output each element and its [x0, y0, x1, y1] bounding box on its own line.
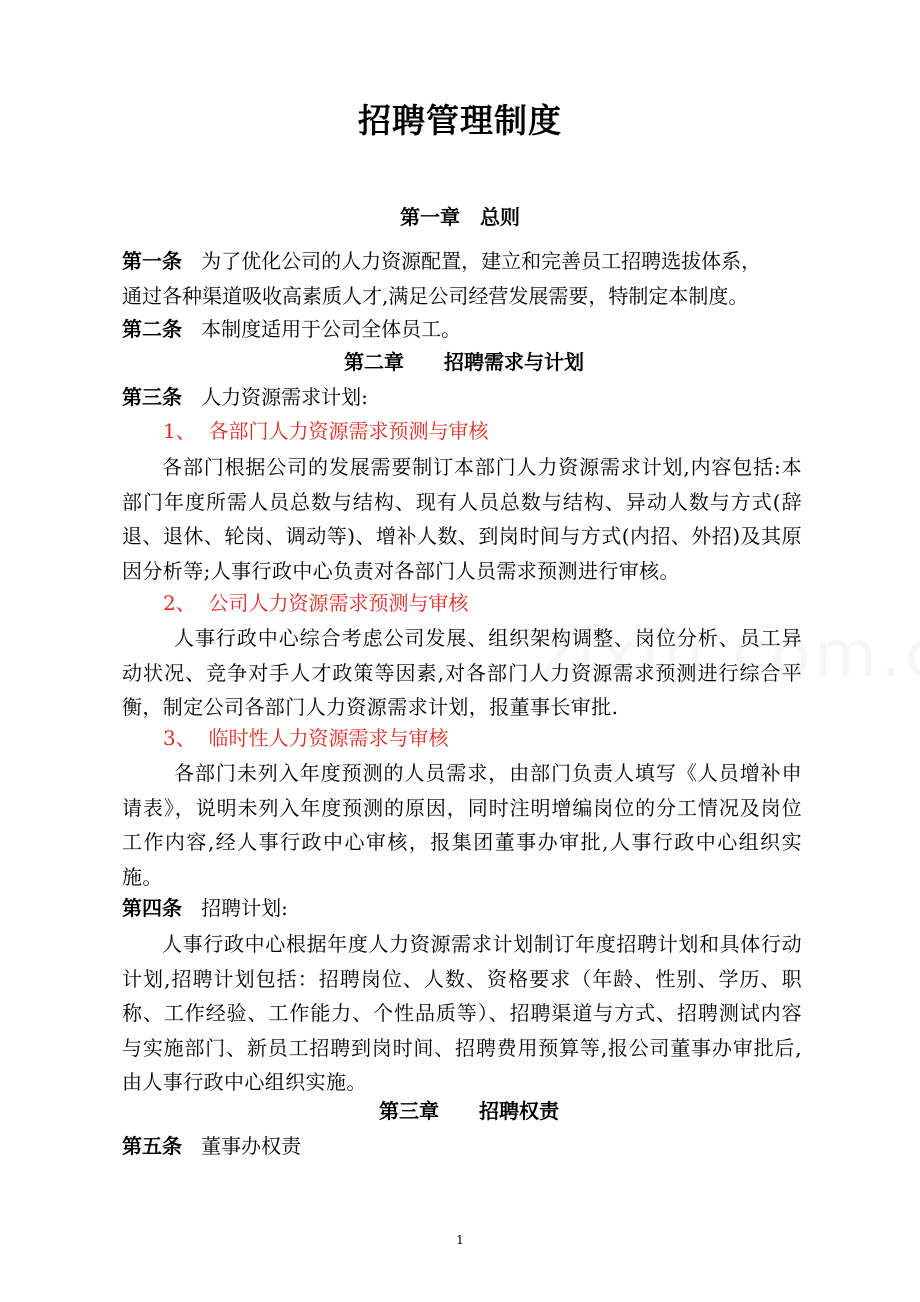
article-5-head: 第五条	[122, 1134, 182, 1158]
article-3	[122, 382, 368, 412]
document-title: 招聘管理制度	[358, 101, 562, 140]
subsection-1-paragraph: 各部门根据公司的发展需要制订本部门人力资源需求计划,内容包括:本部门年度所需人员总数与结构、现有人员总数与结构、异动人数与方式(辞退、退休、轮岗、调动等)、增补人数、到岗时间与方式(内招、外招)及其原因分析等;人事行政中心负责对各部门人员需求预测进行审核。	[122, 455, 802, 583]
article-4	[122, 893, 288, 923]
article-2	[122, 314, 461, 344]
article-3-text: 人力资源需求计划:	[201, 385, 368, 409]
article-1-line-2: 通过各种渠道吸收高素质人才,满足公司经营发展需要，特制定本制度。	[122, 284, 749, 308]
article-1-line-1	[122, 246, 761, 276]
article-3-head: 第三条	[122, 385, 182, 409]
subsection-2-heading: 2、 公司人力资源需求预测与审核	[163, 591, 469, 615]
article-5-text: 董事办权责	[201, 1134, 302, 1158]
page-number: 1	[456, 1233, 464, 1247]
article-1-text: 为了优化公司的人力资源配置，建立和完善员工招聘选拔体系，	[201, 249, 762, 273]
article-2-head: 第二条	[122, 317, 182, 341]
chapter-3-heading: 第三章 招聘权责	[379, 1099, 559, 1123]
subsection-3-paragraph: 各部门未列入年度预测的人员需求，由部门负责人填写《人员增补申请表》，说明未列入年度预测的原因，同时注明增编岗位的分工情况及岗位工作内容,经人事行政中心审核，报集团董事办审批,人事行政中心组织实施。	[122, 761, 802, 889]
subsection-2-paragraph: 人事行政中心综合考虑公司发展、组织架构调整、岗位分析、员工异动状况、竞争对手人才政策等因素,对各部门人力资源需求预测进行综合平衡，制定公司各部门人力资源需求计划，报董事长审批.	[122, 626, 802, 719]
article-2-text: 本制度适用于公司全体员工。	[201, 317, 462, 341]
chapter-1-heading: 第一章 总则	[400, 205, 520, 229]
article-4-head: 第四条	[122, 896, 182, 920]
chapter-2-heading: 第二章 招聘需求与计划	[344, 350, 584, 374]
subsection-1-heading: 1、 各部门人力资源需求预测与审核	[163, 419, 489, 443]
article-4-text: 招聘计划:	[201, 896, 288, 920]
subsection-3-heading: 3、 临时性人力资源需求与审核	[163, 726, 449, 750]
article-1-head: 第一条	[122, 249, 182, 273]
article-5	[122, 1131, 301, 1161]
article-4-paragraph: 人事行政中心根据年度人力资源需求计划制订年度招聘计划和具体行动计划,招聘计划包括：招聘岗位、人数、资格要求（年龄、性别、学历、职称、工作经验、工作能力、个性品质等）、招聘渠道与方式、招聘测试内容与实施部门、新员工招聘到岗时间、招聘费用预算等,报公司董事办审批后,由人事行政中心组织实施。	[122, 932, 802, 1094]
